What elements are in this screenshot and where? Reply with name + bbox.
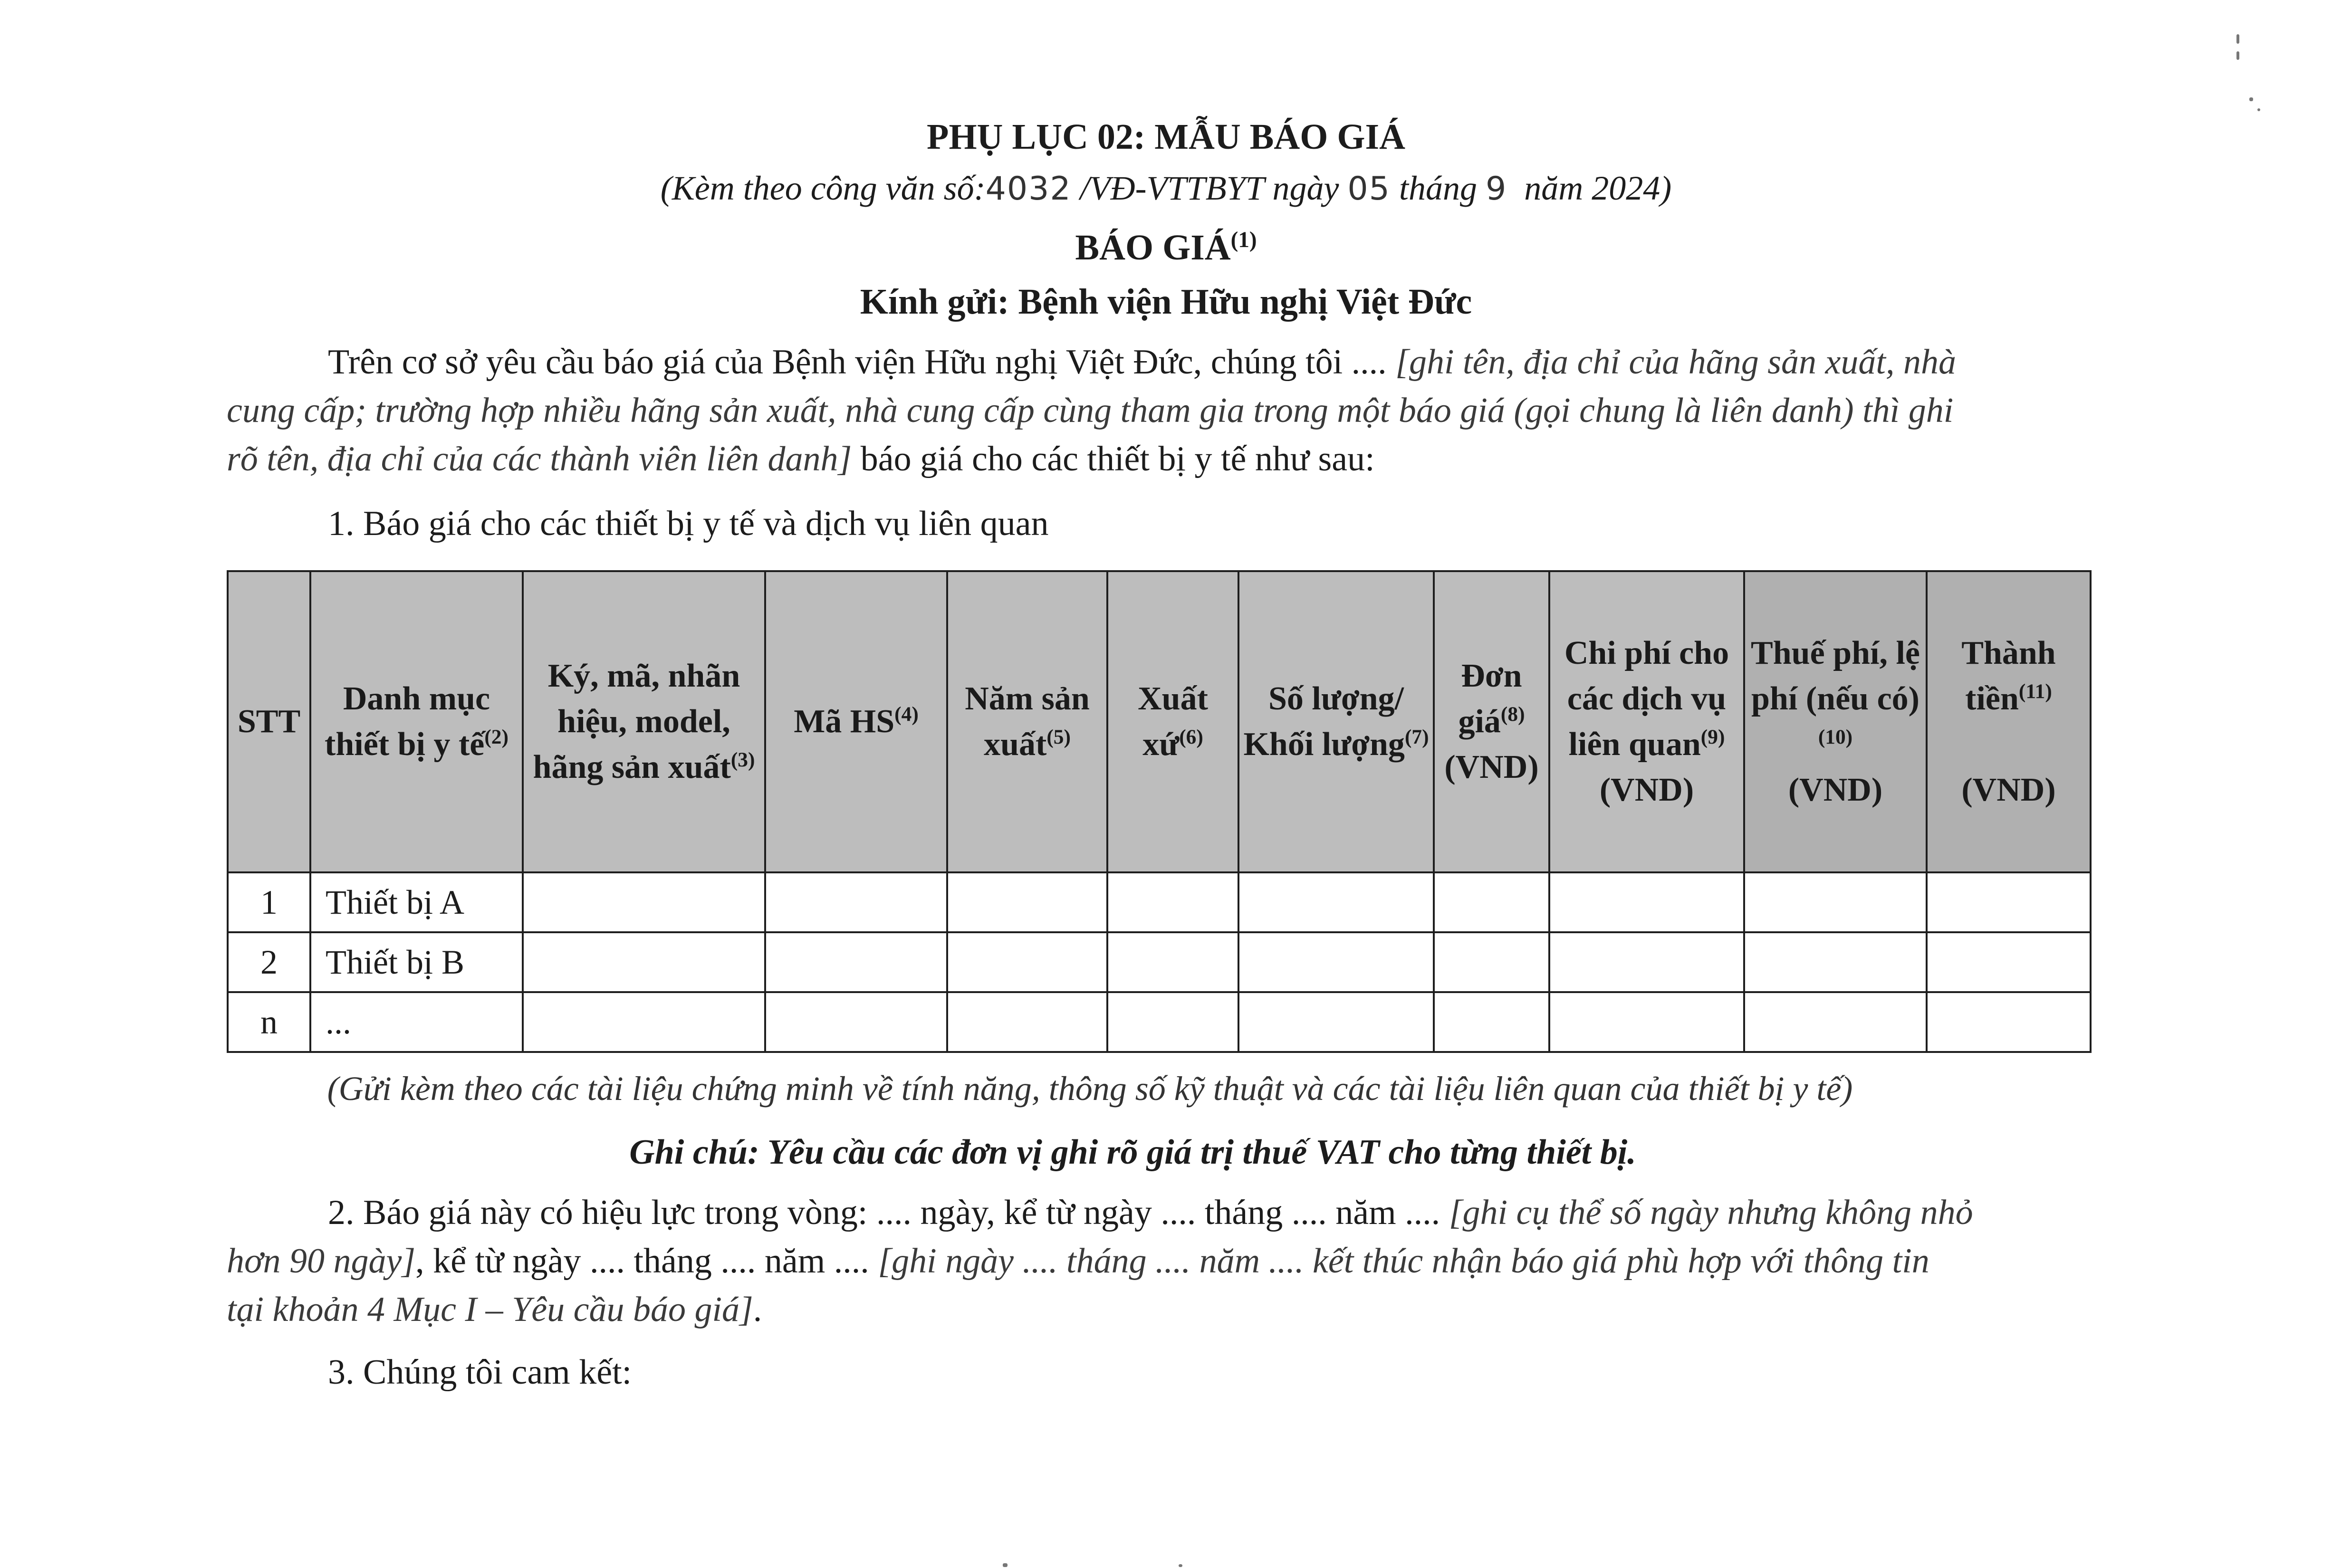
appendix-title: PHỤ LỤC 02: MẪU BÁO GIÁ bbox=[927, 117, 1405, 157]
empty-cell bbox=[1549, 872, 1744, 932]
intro-line-3 bbox=[227, 439, 1375, 479]
header-chi-phi-text: Chi phí cho các dịch vụ liên quan bbox=[1564, 635, 1729, 763]
header-danh-muc-note: (2) bbox=[484, 726, 509, 749]
empty-cell bbox=[947, 992, 1107, 1052]
empty-cell bbox=[1434, 872, 1549, 932]
header-ky-ma-text: Ký, mã, nhãn hiệu, model, hãng sản xuất bbox=[533, 658, 740, 785]
section-2-text-normal: 2. Báo giá này có hiệu lực trong vòng: .... ngày, kể từ ngày .... tháng .... năm .... bbox=[328, 1193, 1440, 1232]
empty-cell bbox=[1549, 992, 1744, 1052]
empty-cell bbox=[1434, 992, 1549, 1052]
empty-cell bbox=[1744, 992, 1927, 1052]
header-ma-hs-note: (4) bbox=[894, 703, 919, 726]
section-2-line-2 bbox=[227, 1241, 1929, 1281]
header-chi-phi-unit: (VND) bbox=[1599, 772, 1694, 808]
appendix-subtitle bbox=[0, 169, 2332, 208]
header-thanh-tien-note: (11) bbox=[2018, 680, 2052, 703]
empty-cell bbox=[765, 872, 947, 932]
header-ky-ma bbox=[523, 571, 765, 872]
empty-cell bbox=[1744, 932, 1927, 992]
empty-cell bbox=[1927, 932, 2091, 992]
row-device-name: Thiết bị A bbox=[310, 872, 523, 932]
empty-cell bbox=[1238, 872, 1434, 932]
quote-table bbox=[227, 570, 2092, 1053]
section-2-line-1 bbox=[328, 1193, 1973, 1233]
header-chi-phi bbox=[1549, 571, 1744, 872]
scan-speck bbox=[1179, 1564, 1182, 1567]
header-xuat-xu-text: Xuất xứ bbox=[1138, 680, 1208, 763]
header-ma-hs bbox=[765, 571, 947, 872]
recipient-line: Kính gửi: Bệnh viện Hữu nghị Việt Đức bbox=[860, 282, 1472, 322]
row-device-name: Thiết bị B bbox=[310, 932, 523, 992]
empty-cell bbox=[947, 932, 1107, 992]
table-row bbox=[228, 992, 2091, 1052]
empty-cell bbox=[1238, 932, 1434, 992]
intro-text-italic: [ghi tên, địa chỉ của hãng sản xuất, nhà bbox=[1395, 343, 1956, 382]
quote-heading-footnote: (1) bbox=[1230, 228, 1257, 253]
attachment-note: (Gửi kèm theo các tài liệu chứng minh về tính năng, thông số kỹ thuật và các tài liệu liên quan của thiết bị y tế) bbox=[327, 1070, 1853, 1108]
empty-cell bbox=[1434, 932, 1549, 992]
header-thanh-tien-text: Thành tiền bbox=[1961, 635, 2056, 717]
table-row bbox=[228, 932, 2091, 992]
header-danh-muc-text: Danh mục thiết bị y tế bbox=[325, 680, 490, 763]
scan-speck bbox=[1003, 1563, 1008, 1567]
header-ma-hs-text: Mã HS bbox=[794, 703, 895, 740]
empty-cell bbox=[1107, 932, 1238, 992]
empty-cell bbox=[1549, 932, 1744, 992]
header-thanh-tien bbox=[1927, 571, 2091, 872]
intro-line-2: cung cấp; trường hợp nhiều hãng sản xuất, nhà cung cấp cùng tham gia trong một báo giá (gọi chung là liên danh) thì ghi bbox=[227, 391, 1954, 430]
empty-cell bbox=[523, 932, 765, 992]
quote-heading bbox=[0, 227, 2332, 268]
empty-cell bbox=[1927, 992, 2091, 1052]
subtitle-month-word: tháng bbox=[1399, 169, 1477, 207]
header-nam-san-xuat bbox=[947, 571, 1107, 872]
empty-cell bbox=[765, 992, 947, 1052]
header-xuat-xu bbox=[1107, 571, 1238, 872]
handwritten-doc-number: 4032 bbox=[985, 170, 1072, 208]
header-danh-muc bbox=[310, 571, 523, 872]
header-so-luong bbox=[1238, 571, 1434, 872]
header-chi-phi-note: (9) bbox=[1700, 726, 1725, 749]
section-2-text-italic: [ghi cụ thể số ngày nhưng không nhỏ bbox=[1449, 1193, 1973, 1232]
subtitle-suffix: năm 2024) bbox=[1524, 169, 1672, 207]
scan-speck bbox=[2249, 97, 2253, 101]
handwritten-month: 9 bbox=[1485, 170, 1507, 208]
empty-cell bbox=[765, 932, 947, 992]
section-3-heading: 3. Chúng tôi cam kết: bbox=[328, 1353, 632, 1392]
empty-cell bbox=[1107, 992, 1238, 1052]
empty-cell bbox=[1927, 872, 2091, 932]
quote-heading-text: BÁO GIÁ bbox=[1075, 228, 1231, 268]
empty-cell bbox=[1238, 992, 1434, 1052]
section-2-text-italic-b: [ghi ngày .... tháng .... năm .... kết thúc nhận báo giá phù hợp với thông tin bbox=[878, 1242, 1929, 1281]
empty-cell bbox=[1744, 872, 1927, 932]
subtitle-middle: /VĐ-VTTBYT ngày bbox=[1080, 169, 1339, 207]
header-thue-phi-text: Thuế phí, lệ phí (nếu có) bbox=[1751, 635, 1920, 717]
section-2-text-italic-c: tại khoản 4 Mục I – Yêu cầu báo giá] bbox=[227, 1290, 753, 1329]
section-2-text-normal-b: , kể từ ngày .... tháng .... năm .... bbox=[415, 1242, 869, 1281]
empty-cell bbox=[947, 872, 1107, 932]
header-so-luong-text: Số lượng/ Khối lượng bbox=[1243, 680, 1405, 763]
section-1-heading: 1. Báo giá cho các thiết bị y tế và dịch vụ liên quan bbox=[328, 504, 1049, 543]
empty-cell bbox=[1107, 872, 1238, 932]
row-device-name: ... bbox=[310, 992, 523, 1052]
intro-text-normal-end: báo giá cho các thiết bị y tế như sau: bbox=[860, 440, 1375, 478]
row-stt: 1 bbox=[228, 872, 310, 932]
section-2-text-italic-a: hơn 90 ngày] bbox=[227, 1242, 416, 1281]
intro-line-1 bbox=[328, 342, 1956, 382]
header-nam-sx-text: Năm sản xuất bbox=[965, 680, 1090, 763]
header-thue-phi-note: (10) bbox=[1818, 726, 1853, 749]
header-don-gia-note: (8) bbox=[1500, 703, 1525, 726]
scan-speck bbox=[2236, 51, 2239, 60]
header-xuat-xu-note: (6) bbox=[1179, 726, 1203, 749]
table-header-row bbox=[228, 571, 2091, 872]
section-2-text-end: . bbox=[753, 1290, 762, 1329]
empty-cell bbox=[523, 872, 765, 932]
vat-note: Ghi chú: Yêu cầu các đơn vị ghi rõ giá trị thuế VAT cho từng thiết bị. bbox=[629, 1133, 1636, 1172]
scan-speck bbox=[2236, 34, 2239, 44]
intro-text-italic-end: rõ tên, địa chỉ của các thành viên liên danh] bbox=[227, 440, 852, 478]
subtitle-prefix: (Kèm theo công văn số: bbox=[660, 169, 986, 207]
header-stt: STT bbox=[228, 571, 310, 872]
header-ky-ma-note: (3) bbox=[730, 748, 755, 772]
row-stt: 2 bbox=[228, 932, 310, 992]
table-row bbox=[228, 872, 2091, 932]
header-so-luong-note: (7) bbox=[1404, 726, 1429, 749]
header-don-gia-text: Đơn giá bbox=[1458, 658, 1522, 740]
row-stt: n bbox=[228, 992, 310, 1052]
header-don-gia bbox=[1434, 571, 1549, 872]
empty-cell bbox=[523, 992, 765, 1052]
header-nam-sx-note: (5) bbox=[1046, 726, 1071, 749]
section-2-line-3 bbox=[227, 1290, 762, 1330]
header-thue-phi bbox=[1744, 571, 1927, 872]
header-thue-phi-unit: (VND) bbox=[1788, 772, 1883, 808]
scan-speck bbox=[2257, 108, 2260, 111]
handwritten-day: 05 bbox=[1347, 170, 1391, 208]
intro-text-normal: Trên cơ sở yêu cầu báo giá của Bệnh viện Hữu nghị Việt Đức, chúng tôi .... bbox=[328, 343, 1387, 382]
header-don-gia-unit: (VND) bbox=[1444, 749, 1539, 785]
header-thanh-tien-unit: (VND) bbox=[1961, 772, 2056, 808]
